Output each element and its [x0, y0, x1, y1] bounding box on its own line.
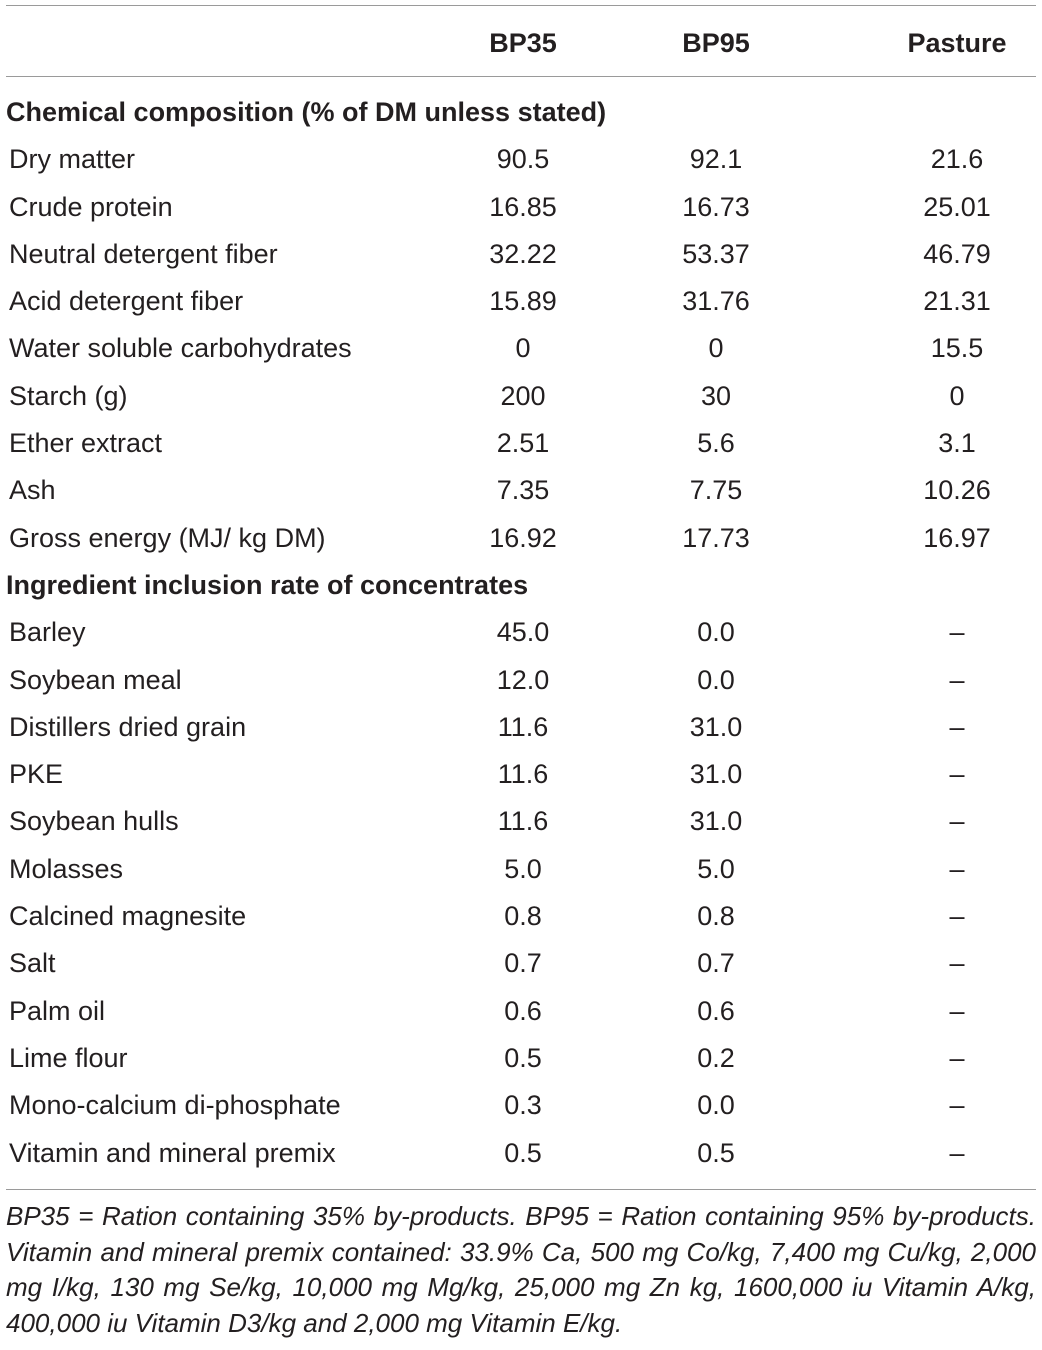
table-header-row: [6, 5, 1036, 76]
cell-pasture: –: [949, 1137, 965, 1168]
table-row: [6, 751, 1036, 798]
cell-bp35: 11.6: [497, 711, 549, 742]
row-label: Acid detergent fiber: [9, 286, 244, 317]
cell-bp35: 12.0: [496, 664, 550, 695]
row-label: Dry matter: [9, 144, 136, 175]
row-label: Ash: [9, 475, 56, 506]
cell-bp35: 0: [515, 333, 531, 364]
section-heading: Chemical composition (% of DM unless stated): [6, 97, 607, 127]
cell-bp35: 5.0: [504, 853, 542, 884]
table-row: [6, 184, 1036, 231]
cell-bp95: 5.0: [697, 853, 735, 884]
cell-pasture: 46.79: [923, 238, 991, 269]
cell-bp35: 90.5: [496, 144, 550, 175]
cell-pasture: –: [949, 1090, 965, 1121]
cell-bp35: 32.22: [489, 238, 557, 269]
cell-bp95: 31.0: [689, 806, 743, 837]
cell-pasture: –: [949, 759, 965, 790]
table-row: [6, 136, 1036, 183]
table-row: [6, 704, 1036, 751]
cell-pasture: 16.97: [923, 522, 991, 553]
cell-pasture: 3.1: [938, 428, 976, 459]
cell-bp95: 0.0: [697, 664, 735, 695]
column-header-pasture: Pasture: [907, 28, 1007, 58]
cell-bp35: 0.5: [504, 1042, 542, 1073]
table-row: [6, 325, 1036, 372]
cell-bp95: 0: [708, 333, 724, 364]
cell-pasture: –: [949, 806, 965, 837]
row-label: Lime flour: [9, 1042, 128, 1073]
table-row: [6, 515, 1036, 562]
column-header-bp95: BP95: [682, 28, 750, 58]
table-row: [6, 373, 1036, 420]
cell-bp35: 0.6: [504, 995, 542, 1026]
table-footnote: BP35 = Ration containing 35% by-products. BP95 = Ration containing 95% by-products. Vitamin and mineral premix contained: 33.9% Ca, 500 mg Co/kg, 7,400 mg Cu/kg, 2,000 mg I/kg, 130 mg Se/kg, 10,000 mg Mg/kg, 25,000 mg Zn kg, 1600,000 iu Vitamin A/kg, 400,000 iu Vitamin D3/kg and 2,000 mg Vitamin E/kg.: [6, 1201, 1036, 1338]
cell-bp95: 31.76: [682, 286, 750, 317]
table-row: [6, 1082, 1036, 1129]
row-label: Calcined magnesite: [9, 901, 247, 932]
cell-bp95: 30: [700, 380, 732, 411]
row-label: Mono-calcium di-phosphate: [9, 1090, 341, 1121]
row-label: Ether extract: [9, 428, 163, 459]
table-row: [6, 940, 1036, 987]
row-label: Distillers dried grain: [9, 711, 247, 742]
cell-bp95: 0.5: [697, 1137, 735, 1168]
cell-bp35: 7.35: [496, 475, 550, 506]
row-label: Vitamin and mineral premix: [9, 1137, 336, 1168]
table-bottom-rule: [6, 1189, 1036, 1190]
cell-bp95: 17.73: [682, 522, 750, 553]
row-label: Soybean hulls: [9, 806, 179, 837]
row-label: Neutral detergent fiber: [9, 238, 278, 269]
cell-bp35: 15.89: [489, 286, 557, 317]
table-row: [6, 893, 1036, 940]
row-label: Barley: [9, 617, 86, 648]
row-label: Gross energy (MJ/ kg DM): [9, 522, 326, 553]
cell-bp35: 2.51: [496, 428, 550, 459]
table-row: [6, 609, 1036, 656]
column-header-bp35: BP35: [489, 28, 557, 58]
header-bottom-rule: [6, 76, 1036, 77]
cell-pasture: –: [949, 853, 965, 884]
cell-bp35: 11.6: [497, 806, 549, 837]
table-row: [6, 467, 1036, 514]
cell-pasture: 10.26: [923, 475, 991, 506]
cell-bp35: 0.7: [504, 948, 542, 979]
table-row: [6, 988, 1036, 1035]
cell-pasture: 25.01: [923, 191, 991, 222]
cell-bp95: 0.0: [697, 617, 735, 648]
row-label: Molasses: [9, 853, 124, 884]
cell-pasture: 21.31: [923, 286, 991, 317]
cell-bp95: 0.6: [697, 995, 735, 1026]
cell-bp35: 16.92: [489, 522, 557, 553]
cell-bp95: 31.0: [689, 759, 743, 790]
cell-bp95: 7.75: [689, 475, 743, 506]
table-row: [6, 278, 1036, 325]
cell-bp95: 5.6: [697, 428, 735, 459]
cell-bp35: 0.8: [504, 901, 542, 932]
cell-bp95: 16.73: [682, 191, 750, 222]
cell-bp95: 92.1: [689, 144, 743, 175]
cell-pasture: –: [949, 901, 965, 932]
row-label: Salt: [9, 948, 56, 979]
table-row: [6, 1035, 1036, 1082]
cell-bp35: 0.3: [504, 1090, 542, 1121]
cell-bp35: 0.5: [504, 1137, 542, 1168]
table-row: [6, 657, 1036, 704]
table-row: [6, 231, 1036, 278]
cell-bp95: 53.37: [682, 238, 750, 269]
cell-pasture: –: [949, 617, 965, 648]
cell-pasture: –: [949, 1042, 965, 1073]
cell-bp95: 31.0: [689, 711, 743, 742]
cell-pasture: 15.5: [930, 333, 984, 364]
cell-pasture: –: [949, 948, 965, 979]
cell-bp35: 200: [500, 380, 546, 411]
cell-pasture: –: [949, 995, 965, 1026]
table-row: [6, 846, 1036, 893]
cell-bp95: 0.8: [697, 901, 735, 932]
cell-pasture: 0: [949, 380, 965, 411]
table-row: [6, 1130, 1036, 1177]
cell-bp35: 11.6: [497, 759, 549, 790]
cell-pasture: –: [949, 711, 965, 742]
cell-bp95: 0.7: [697, 948, 735, 979]
cell-bp35: 45.0: [496, 617, 550, 648]
row-label: PKE: [9, 759, 64, 790]
table-body: [6, 89, 1036, 1177]
row-label: Starch (g): [9, 380, 128, 411]
row-label: Palm oil: [9, 995, 106, 1026]
cell-bp35: 16.85: [489, 191, 557, 222]
table-row: [6, 798, 1036, 845]
row-label: Crude protein: [9, 191, 173, 222]
cell-bp95: 0.0: [697, 1090, 735, 1121]
table-row: [6, 420, 1036, 467]
cell-pasture: –: [949, 664, 965, 695]
cell-pasture: 21.6: [930, 144, 984, 175]
row-label: Water soluble carbohydrates: [9, 333, 352, 364]
row-label: Soybean meal: [9, 664, 182, 695]
cell-bp95: 0.2: [697, 1042, 735, 1073]
section-heading: Ingredient inclusion rate of concentrates: [6, 569, 529, 600]
